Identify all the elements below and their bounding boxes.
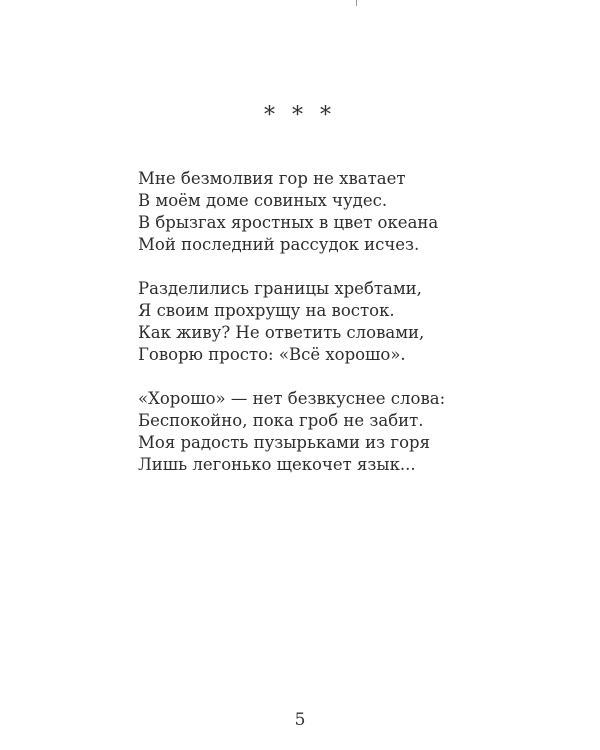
poem-line: Лишь легонько щекочет язык... [138, 455, 416, 474]
poem [138, 168, 468, 498]
poem-line: Мне безмолвия гор не хватает [138, 169, 406, 188]
stanza-3 [138, 388, 468, 476]
poem-line: «Хорошо» — нет безвкуснее слова: [138, 389, 446, 408]
top-edge-mark [356, 0, 357, 6]
stanza-2 [138, 278, 468, 366]
poem-line: В брызгах яростных в цвет океана [138, 213, 439, 232]
poem-line: Моя радость пузырьками из горя [138, 433, 430, 452]
section-ornament: * * * [264, 103, 336, 128]
poem-line: Как живу? Не ответить словами, [138, 323, 425, 342]
poem-line: Говорю просто: «Всё хорошо». [138, 345, 406, 364]
poem-line: В моём доме совиных чудес. [138, 191, 388, 210]
poem-line: Разделились границы хребтами, [138, 279, 422, 298]
stanza-1 [138, 168, 468, 256]
poem-line: Беспокойно, пока гроб не забит. [138, 411, 424, 430]
poem-line: Мой последний рассудок исчез. [138, 235, 420, 254]
page-number: 5 [294, 710, 306, 730]
poem-line: Я своим прохрущу на восток. [138, 301, 395, 320]
